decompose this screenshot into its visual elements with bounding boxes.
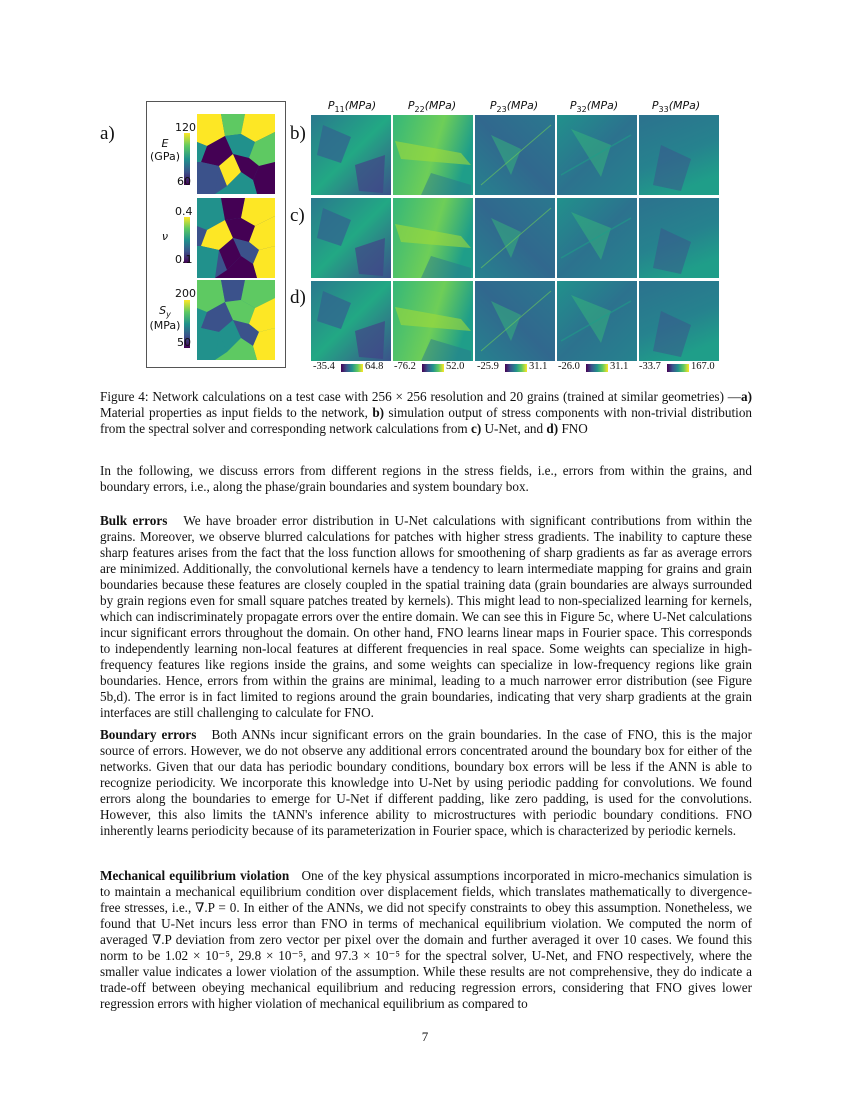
figure-caption: Figure 4: Network calculations on a test case with 256 × 256 resolution and 20 grains (trained at similar geometries) —a) Material properties as input fields to the network, b) simulation output of stress components with non-trivial distribution from the spectral solver and corresponding network calculations from c) U-Net, and d) FNO <box>100 389 753 436</box>
colorbar-gradient <box>341 364 363 372</box>
stress-map-row-d <box>311 281 719 361</box>
colorbar-min: -35.4 <box>313 361 335 372</box>
stress-map-row-c <box>311 198 719 278</box>
colorbar-tick-min: 50 <box>177 336 191 349</box>
intro-paragraph: In the following, we discuss errors from different regions in the stress fields, i.e., errors from within the grains, and boundary errors, i.e., along the phase/grain boundaries and system boundary box. <box>100 463 752 494</box>
colorbar-max: 31.1 <box>610 361 629 372</box>
column-header-p11: $P_{11}(MPa)$ <box>327 99 377 115</box>
colorbar-gradient <box>586 364 608 372</box>
colorbar-p33 <box>639 361 721 375</box>
mechanical-equilibrium-heading: Mechanical equilibrium violation <box>100 868 290 883</box>
input-map-sy <box>197 280 275 360</box>
colorbar-tick-max: 120 <box>175 121 196 134</box>
figure-4 <box>0 0 850 380</box>
colorbar-tick-max: 200 <box>175 287 196 300</box>
colorbar-tick-max: 0.4 <box>175 205 193 218</box>
panel-label-c: c) <box>290 205 305 226</box>
boundary-errors-paragraph: Boundary errors Both ANNs incur significant errors on the grain boundaries. In the case of FNO, this is the major source of errors. However, we do not observe any additional errors concentrated around the boundary box for either of the networks. Given that our data has periodic boundary conditions, boundary box errors will be less if the ANN is able to recognize periodicity. We incorporate this knowledge into U-Net by using periodic padding for convolutions. We found errors along the boundaries to emerge for U-Net if different padding, like zero padding, is used for the convolutions. However, this also limits the tANN's inference ability to microstructures with periodic boundary conditions. FNO inherently learns periodicity because of its parameterization in Fourier space, which is characterized by periodic kernels. <box>100 727 752 838</box>
colorbar-gradient <box>667 364 689 372</box>
column-header-p33: $P_{33}(MPa)$ <box>651 99 701 115</box>
column-header-p22: $P_{22}(MPa)$ <box>407 99 457 115</box>
panel-label-b: b) <box>290 123 306 144</box>
colorbar-p22 <box>394 361 474 375</box>
colorbar-label-nu: ν <box>161 230 169 243</box>
mechanical-equilibrium-paragraph: Mechanical equilibrium violation One of the key physical assumptions incorporated in micro-mechanics simulation is to maintain a mechanical equilibrium condition over displacement fields, which translates mathematically to divergence-free stresses, i.e., ∇.P = 0. In either of the ANNs, we did not specify constraints to obey this assumption. Nonetheless, we found that U-Net incurs less error than FNO in terms of mechanical equilibrium violation. We computed the norm of averaged ∇.P deviation from zero vector per pixel over the domain and further averaged it over 10 cases. We found this norm to be 1.02 × 10⁻⁵, 29.8 × 10⁻⁵, and 97.3 × 10⁻⁵ for the spectral solver, U-Net, and FNO respectively, where the smaller value indicates a lower violation of the assumption. While these results are not comprehensive, they do indicate a trade-off between obeying mechanical equilibrium and reducing regression errors, considering that FNO gives lower regression errors with higher violation of mechanical equilibrium as compared to <box>100 868 753 1011</box>
stress-field-grid <box>311 115 719 362</box>
colorbar-max: 64.8 <box>365 361 384 372</box>
colorbar-p23 <box>477 361 557 375</box>
colorbar-tick-min: 0.1 <box>175 253 193 266</box>
colorbar-min: -76.2 <box>394 361 416 372</box>
colorbar-min: -26.0 <box>558 361 580 372</box>
colorbar-label-sy: $S_y$ (MPa) <box>149 304 181 333</box>
page-number: 7 <box>421 1029 429 1044</box>
boundary-errors-heading: Boundary errors <box>100 727 197 742</box>
colorbar-tick-min: 60 <box>177 175 191 188</box>
colorbar-max: 167.0 <box>691 361 715 372</box>
panel-label-d: d) <box>290 287 306 308</box>
bulk-errors-paragraph: Bulk errors We have broader error distribution in U-Net calculations with significant contributions from within the grains. Moreover, we observe blurred calculations for patches with higher stress gradients. The inability to capture these sharp features arises from the fact that the loss function allows for smoothening of sharp gradients as far as average errors are minimized. Additionally, the convolutional kernels have a tendency to learn intermediate mapping for grains and grain boundaries because these features are closely coupled in the spatial training data (grain boundaries are always surrounded by grain regions even for small square patches treated by kernels). This might lead to non-specialized learning for kernels, which can indiscriminately propagate errors over the entire domain. We can see this in Figure 5c, where U-Net calculations incur significant errors throughout the domain. On other hand, FNO learns linear maps in Fourier space. This corresponds to independently learning non-local features at different frequencies in real space. Some weights can specialize in high-frequency features like regions inside the grains, and some weights can specialize in low-frequency regions like grain boundaries. Hence, errors from within the grains are minimal, leading to a much narrower error distribution (see Figure 5b,d). The error is in fact limited to regions around the grain boundaries, indicating that very sharp gradients at the grain interfaces are still challenging to calculate for FNO. <box>100 513 753 720</box>
colorbar-max: 31.1 <box>529 361 548 372</box>
input-map-e <box>197 114 275 194</box>
colorbar-gradient <box>422 364 444 372</box>
colorbar-min: -25.9 <box>477 361 499 372</box>
colorbar-min: -33.7 <box>639 361 661 372</box>
input-row-nu <box>147 196 285 280</box>
panel-label-a: a) <box>100 123 115 144</box>
bulk-errors-heading: Bulk errors <box>100 513 168 528</box>
input-row-e <box>147 112 285 196</box>
colorbar-p11 <box>313 361 393 375</box>
colorbar-p32 <box>558 361 638 375</box>
input-map-nu <box>197 198 275 278</box>
colorbar-gradient <box>505 364 527 372</box>
column-header-p23: $P_{23}(MPa)$ <box>489 99 539 115</box>
colorbar-label-e: E (GPa) <box>150 137 180 163</box>
colorbar-max: 52.0 <box>446 361 465 372</box>
stress-map-row-b <box>311 115 719 195</box>
input-row-sy <box>147 278 285 366</box>
column-header-p32: $P_{32}(MPa)$ <box>569 99 619 115</box>
